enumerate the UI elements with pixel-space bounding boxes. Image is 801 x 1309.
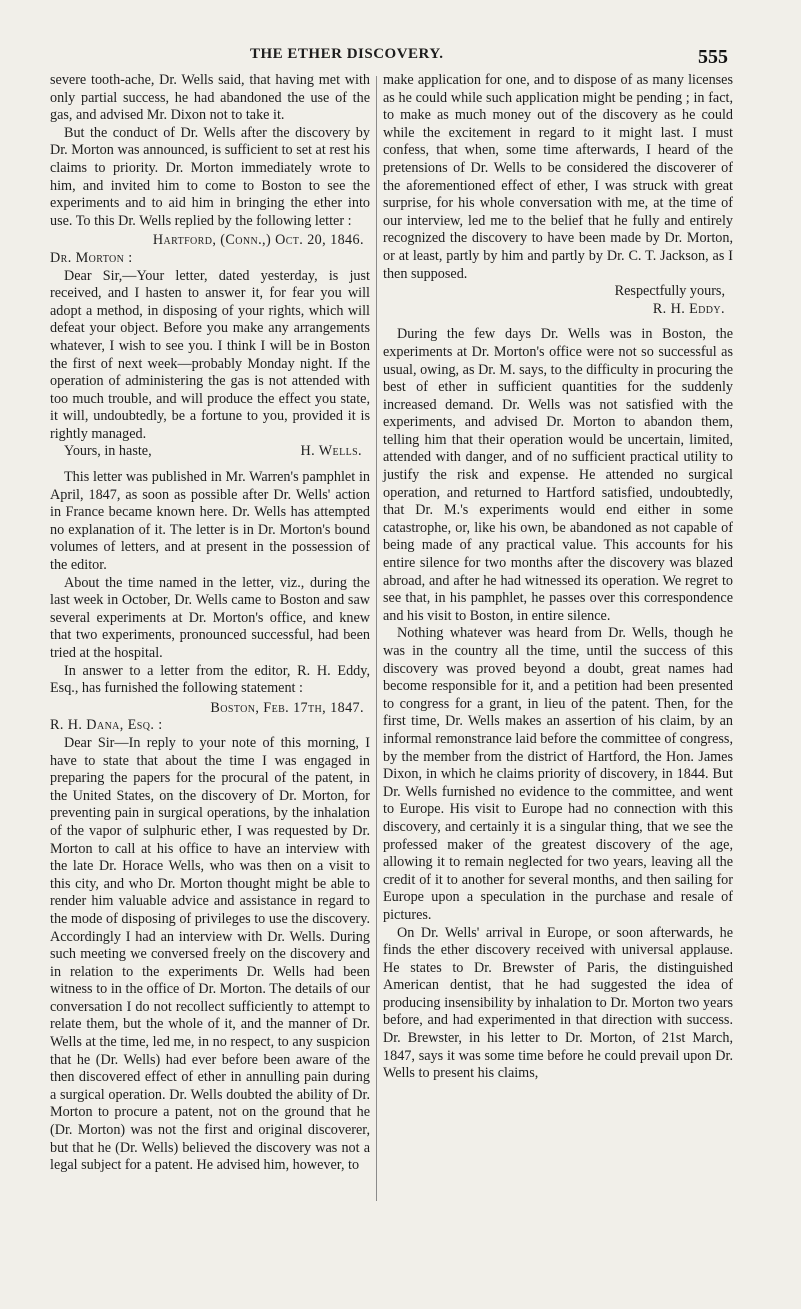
paragraph: About the time named in the letter, viz., during the last week in October, Dr. Wells came to Boston and saw several experiments at Dr. Morton's office, and knew that two experiments, pronounced successful, had been tried at the hospital. [50, 574, 370, 661]
letter-salutation: R. H. Dana, Esq. : [50, 717, 163, 734]
spacer [383, 318, 733, 326]
letter-body: Dear Sir—In reply to your note of this morning, I have to state that about the time I was engaged in preparing the papers for the procural of the patent, in the United States, on the discovery of Dr. Morton, for preventing pain in surgical operations, by the inhalation of the vapor of sulphuric ether, I was requested by Dr. Morton to call at his office to have an interview with the late Dr. Horace Wells, who was then on a visit to this city, and who Dr. Morton thought might be able to render him valuable advice and assistance in regard to the mode of disposing of privileges to use the discovery. Accordingly I had an interview with Dr. Wells. During such meeting we conversed freely on the discovery and in relation to the experiments Dr. Wells had been witness to in the office of Dr. Morton. The details of our conversation I do not recollect sufficiently to attempt to relate them, but the whole of it, and the manner of Dr. Wells at the time, led me, in no respect, to any suspicion that he (Dr. Wells) had ever before been aware of the then discovered effect of ether in annulling pain during a surgical operation. Dr. Wells doubted the ability of Dr. Morton to procure a patent, not on the ground that he (Dr. Morton) was not the first and original discoverer, but that he (Dr. Wells) believed the discovery was not a legal subject for a patent. He advised him, however, to [50, 734, 370, 1174]
right-column [383, 72, 733, 1083]
letter-dateline: Hartford, (Conn.,) Oct. 20, 1846. [152, 232, 364, 249]
letter-body-continued: make application for one, and to dispose of as many licenses as he could while such application might be pending ; in fact, to make as much money out of the discovery as he could while the excitement in regard to it might last. I must confess, that when, some time afterwards, I heard of the pretensions of Dr. Wells to be considered the discoverer of the aforementioned effect of ether, I was struck with great surprise, for his whole conversation with me, at the time of our interview, led me to the belief that he fully and entirely recognized the discovery to have been made by Dr. Morton, or at least, partly by him and partly by Dr. C. T. Jackson, as I then supposed. [383, 72, 733, 282]
paragraph: This letter was published in Mr. Warren's pamphlet in April, 1847, as soon as possible after Dr. Wells' action in France became known here. Dr. Wells has attempted no explanation of it. The letter is in Dr. Morton's bound volumes of letters, and at present in the possession of the editor. [50, 469, 370, 574]
left-column [50, 72, 370, 1175]
paragraph: During the few days Dr. Wells was in Boston, the experiments at Dr. Morton's office were not so successful as usual, owing, as Dr. M. says, to the difficulty in procuring the best of ether in sufficient quantities for the suddenly increased demand. Dr. Wells was not satisfied with the experiments, and advised Dr. Morton to abandon them, telling him that their operation would be uncertain, limited, attended with danger, and of no sufficient practical utility to justify the risk and expense. He attended no surgical operation, and returned to Hartford satisfied, undoubtedly, that Dr. M.'s experiments would end either in some catastrophe, or, like his own, be abandoned as not capable of being made of any practical value. This accounts for his entire silence for two months after the discovery was blazed abroad, and after he had witnessed its operation. We regret to see that, in his pamphlet, he passes over this correspondence and his visit to Boston, in entire silence. [383, 326, 733, 624]
letter-closing: Respectfully yours, [614, 283, 725, 300]
paragraph: On Dr. Wells' arrival in Europe, or soon afterwards, he finds the ether discovery received with universal applause. He states to Dr. Brewster of Paris, the distinguished American dentist, that he had suggested the idea of producing insensibility by inhalation to Dr. Morton two years before, and had experimented in that direction with success. Dr. Brewster, in his letter to Dr. Morton, of 21st March, 1847, says it was some time before he could prevail upon Dr. Wells to present his claims, [383, 924, 733, 1082]
page-header [0, 46, 801, 74]
running-title: THE ETHER DISCOVERY. [250, 46, 444, 62]
paragraph: In answer to a letter from the editor, R. H. Eddy, Esq., has furnished the following statement : [50, 662, 370, 697]
letter-signoff [383, 283, 733, 318]
letter-closing: Yours, in haste, [64, 443, 152, 460]
paragraph: Nothing whatever was heard from Dr. Wells, though he was in the country all the time, until the success of this discovery was proved beyond a doubt, great names had become responsible for it, and a petition had been presented to congress for a grant, in lieu of the patent. Then, for the first time, Dr. Wells makes an assertion of his claim, by an informal remonstrance laid before the committee of congress, by the member from the district of Hartford, the Hon. James Dixon, in which he claims priority of discovery, in 1844. But Dr. Wells furnished no evidence to the committee, and went to Europe. His visit to Europe had no connection with this discovery, and certainly it is a singular thing, that we see the professed maker of the greatest discovery of the age, allowing it to remain neglected for two years, leaving all the credit of it to another for several months, and then sailing for Europe upon a speculation in the purchase and resale of pictures. [383, 625, 733, 923]
letter-signoff [50, 443, 370, 461]
letter-salutation: Dr. Morton : [50, 249, 133, 266]
page-number: 555 [698, 46, 728, 68]
letter-body: Dear Sir,—Your letter, dated yesterday, is just received, and I hasten to answer it, for fear you will adopt a method, in disposing of your rights, which will defeat your object. Before you make any arrangements whatever, I wish to see you. I think I will be in Boston the first of next week—probably Monday night. If the operation of administering the gas is not attended with too much trouble, and will produce the effect you state, it will, undoubtedly, be a fortune to you, provided it is rightly managed. [50, 267, 370, 442]
column-divider [376, 76, 377, 1201]
paragraph: severe tooth-ache, Dr. Wells said, that having met with only partial success, he had abandoned the use of the gas, and advised Mr. Dixon not to take it. [50, 72, 370, 124]
letter-signature: H. Wells. [300, 443, 362, 460]
letter-dateline: Boston, Feb. 17th, 1847. [210, 699, 364, 716]
paragraph: But the conduct of Dr. Wells after the discovery by Dr. Morton was announced, is sufficient to set at rest his claims to priority. Dr. Morton immediately wrote to him, and invited him to come to Boston to see the experiments and to aid him in bringing the ether into use. To this Dr. Wells replied by the following letter : [50, 124, 370, 229]
letter-signature: R. H. Eddy. [652, 300, 725, 317]
